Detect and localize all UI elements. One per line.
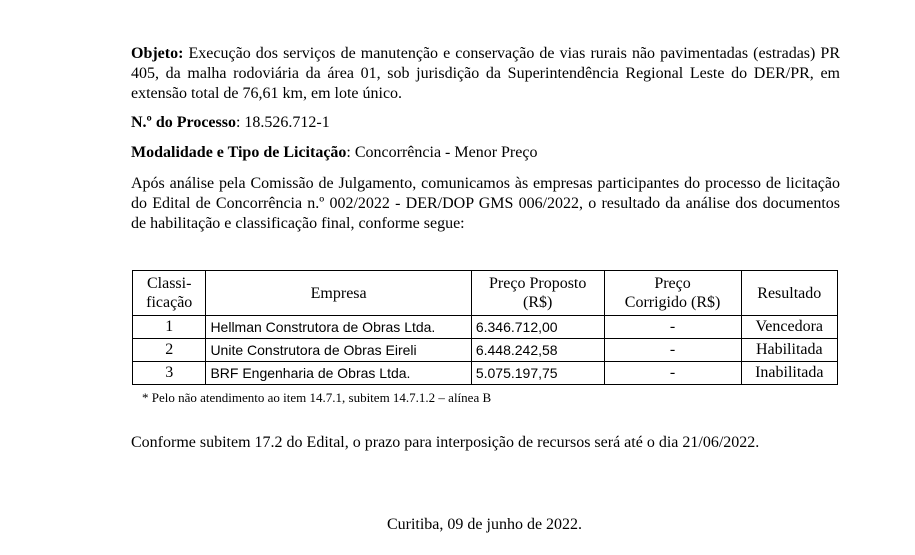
cell-resultado: Vencedora bbox=[741, 316, 837, 339]
cell-empresa: Unite Construtora de Obras Eireli bbox=[206, 339, 471, 362]
objeto-paragraph bbox=[131, 44, 840, 104]
table-row bbox=[133, 339, 838, 362]
cell-classificacao: 1 bbox=[133, 316, 206, 339]
header-empresa: Empresa bbox=[206, 271, 471, 316]
cell-preco-corrigido: - bbox=[604, 362, 741, 385]
cell-classificacao: 3 bbox=[133, 362, 206, 385]
header-preco-proposto: Preço Proposto (R$) bbox=[471, 271, 604, 316]
results-table bbox=[132, 270, 838, 385]
header-classificacao: Classi- ficação bbox=[133, 271, 206, 316]
intro-paragraph: Após análise pela Comissão de Julgamento, comunicamos às empresas participantes do processo de licitação do Edital de Concorrência n.º 002/2022 - DER/DOP GMS 006/2022, o resultado da análise dos documentos de habilitação e classificação final, conforme segue: bbox=[131, 175, 840, 232]
header-resultado: Resultado bbox=[741, 271, 837, 316]
processo-label: N.º do Processo bbox=[131, 114, 236, 131]
table-row bbox=[133, 362, 838, 385]
cell-preco-proposto: 5.075.197,75 bbox=[471, 362, 604, 385]
processo-number: : 18.526.712-1 bbox=[235, 114, 330, 131]
modalidade-paragraph bbox=[131, 143, 840, 163]
table-header-row bbox=[133, 271, 838, 316]
cell-empresa: BRF Engenharia de Obras Ltda. bbox=[206, 362, 471, 385]
cell-resultado: Inabilitada bbox=[741, 362, 837, 385]
recursos-paragraph: Conforme subitem 17.2 do Edital, o prazo para interposição de recursos será até o dia 21/06/2022. bbox=[131, 434, 760, 451]
cell-resultado: Habilitada bbox=[741, 339, 837, 362]
table-row bbox=[133, 316, 838, 339]
place-date: Curitiba, 09 de junho de 2022. bbox=[386, 516, 583, 533]
objeto-label: Objeto: bbox=[131, 45, 184, 62]
cell-preco-proposto: 6.448.242,58 bbox=[471, 339, 604, 362]
document-body bbox=[131, 44, 840, 234]
processo-paragraph bbox=[131, 113, 840, 133]
modalidade-text: : Concorrência - Menor Preço bbox=[346, 144, 538, 161]
objeto-text: Execução dos serviços de manutenção e conservação de vias rurais não pavimentadas (estradas) PR 405, da malha rodoviária da área 01, sob jurisdição da Superintendência Regional Leste do DER/PR, em extensão total de 76,61 km, em lote único. bbox=[131, 45, 840, 102]
table-footnote: * Pelo não atendimento ao item 14.7.1, subitem 14.7.1.2 – alínea B bbox=[142, 390, 492, 405]
cell-classificacao: 2 bbox=[133, 339, 206, 362]
cell-empresa: Hellman Construtora de Obras Ltda. bbox=[206, 316, 471, 339]
cell-preco-corrigido: - bbox=[604, 316, 741, 339]
header-preco-corrigido: Preço Corrigido (R$) bbox=[604, 271, 741, 316]
modalidade-label: Modalidade e Tipo de Licitação bbox=[131, 144, 347, 161]
cell-preco-corrigido: - bbox=[604, 339, 741, 362]
cell-preco-proposto: 6.346.712,00 bbox=[471, 316, 604, 339]
